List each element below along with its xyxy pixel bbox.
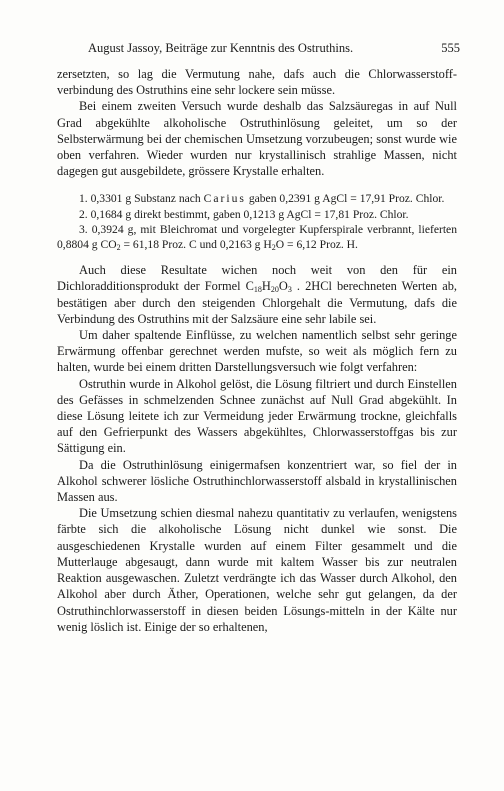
paragraph-text: . 2HCl berechneten Werten ab, bestätigen aber durch den steigenden Chlorgehalt die Vermutung, dafs die Verbindung des Ostruthins mit der Salzsäure eine sehr labile sei. xyxy=(57,279,457,326)
paragraph: Um daher spaltende Einflüsse, zu welchen namentlich selbst sehr geringe Erwärmung offenbar gerechnet werden mufste, so weit als möglich fern zu halten, wurde bei einem dritten Darstellungsversuch wie folgt verfahren: xyxy=(57,328,457,375)
subscript: 20 xyxy=(270,285,279,295)
paragraph: Ostruthin wurde in Alkohol gelöst, die Lösung filtriert und durch Einstellen des Gefässes in schmelzenden Schnee zunächst auf Null Grad abgekühlt. In diese Lösung leitete ich zur Vermeidung jeder Erwärmung trockne, gleichfalls auf den Gefrierpunkt des Wassers abgekühltes, Chlorwasserstoffgas bis zur Sättigung ein. xyxy=(57,376,457,456)
paragraph: zersetzten, so lag die Vermutung nahe, dafs auch die Chlorwasserstoff-verbindung des Ostruthins eine sehr lockere sein müsse. xyxy=(57,67,457,98)
subscript: 2 xyxy=(116,243,121,253)
analysis-text: 3. 0,3924 g, mit Bleichromat und vorgelegter Kupferspirale verbrannt, lieferten 0,8804 g CO xyxy=(57,222,457,252)
page-number: 555 xyxy=(441,41,460,55)
analysis-item-2: 2. 0,1684 g direkt bestimmt, gaben 0,1213 g AgCl = 17,81 Proz. Chlor. xyxy=(79,207,409,221)
paragraph: Da die Ostruthinlösung einigermafsen konzentriert war, so fiel der in Alkohol schwerer lösliche Ostruthinchlorwasserstoff alsbald in krystallinischen Massen aus. xyxy=(57,457,457,505)
subscript: 18 xyxy=(253,285,262,295)
analysis-text: gaben 0,2391 g AgCl = 17,91 Proz. Chlor. xyxy=(248,192,445,206)
body-text xyxy=(57,66,457,635)
paragraph: Bei einem zweiten Versuch wurde deshalb das Salzsäuregas in auf Null Grad abgekühlte alkoholische Ostruthinlösung geleitet, um so der Selbsterwärmung bei der chemischen Umsetzung vorzubeugen; sonst wurde wie oben verfahren. Wieder wurden nur krystallinisch strahlige Massen, nicht dagegen gut ausgebildete, grössere Krystalle erhalten. xyxy=(57,99,457,179)
analysis-text: 1. 0,3301 g Substanz nach xyxy=(79,192,201,206)
spacer xyxy=(57,252,457,262)
subscript: 2 xyxy=(271,243,276,253)
subscript: 3 xyxy=(287,285,292,295)
analysis-item-3 xyxy=(57,222,457,252)
header-title: August Jassoy, Beiträge zur Kenntnis des Ostruthins. xyxy=(88,41,354,55)
paragraph-text: Auch diese Resultate wichen noch weit von den für ein Dichloradditionsprodukt der Formel C xyxy=(57,263,457,294)
paragraph: Die Umsetzung schien diesmal nahezu quantitativ zu verlaufen, wenigstens färbte sich die alkoholische Lösung nicht dunkel wie sonst. Die ausgeschiedenen Krystalle wurden auf einem Filter gesammelt und die Mutterlauge abgesaugt, dann wurde mit kaltem Wasser bis zur neutralen Reaktion ausgewaschen. Zuletzt verdrängte ich das Wasser durch Alkohol, den Alkohol aber durch Äther, Operationen, welche sehr gut gelangen, da der Ostruthinchlorwasserstoff in diesen beiden Lösungs-mitteln in der Kälte nur wenig löslich ist. Einige der so erhaltenen, xyxy=(57,506,457,634)
analysis-text: O = 6,12 Proz. H. xyxy=(275,238,358,252)
paragraph xyxy=(57,262,457,327)
paragraph-text: O xyxy=(278,279,288,294)
analysis-results xyxy=(57,191,457,252)
author-name: Carius xyxy=(203,192,246,206)
analysis-text: = 61,18 Proz. C und 0,2163 g H xyxy=(120,238,272,252)
analysis-item-1 xyxy=(57,191,457,206)
paragraph-text: H xyxy=(261,279,271,294)
